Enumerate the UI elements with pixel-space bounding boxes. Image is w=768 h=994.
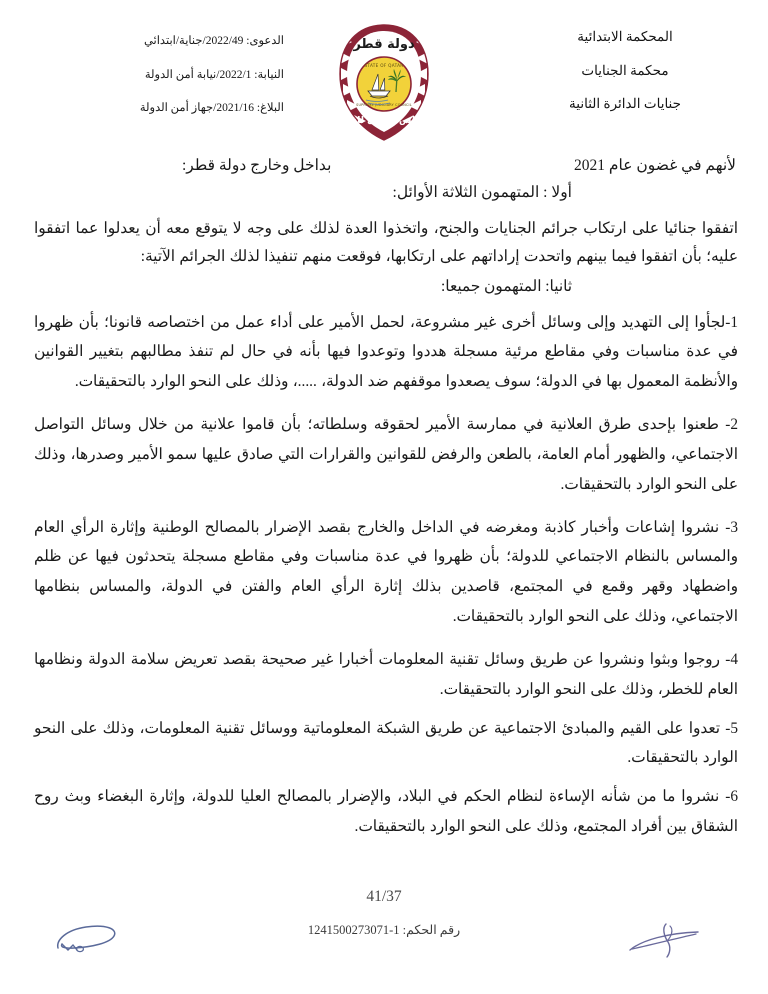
charge-item-4: 4- روجوا وبثوا ونشروا عن طريق وسائل تقنية المعلومات أخبارا غير صحيحة بقصد تعريض سلامة الدولة ونظامها العام للخطر، وذلك على النحو الوارد بالتحقيقات. [34,650,738,698]
document-footer [0,888,768,984]
court-identification-block [510,30,740,111]
svg-text:المجلس الأعلى للقضاء: المجلس الأعلى للقضاء [333,116,435,126]
court-line-primary: المحكمة الابتدائية [577,29,673,44]
case-reference-lawsuit: الدعوى: 2022/49/جناية/ابتدائي [143,35,284,47]
section-one-paragraph: اتفقوا جنائيا على ارتكاب جرائم الجنايات والجنح، واتخذوا العدة لذلك على وجه لا يتوقع معه أن يعدلوا عما اتفقوا عليه؛ بأن اتفقوا فيما بينهم واتحدت إراداتهم على ارتكابها، فوقعت منهم تنفيذا لذلك الجرائم الآتية: [34,220,738,266]
charge-item-6: 6- نشروا ما من شأنه الإساءة لنظام الحكم في البلاد، والإضرار بالمصالح العليا للدولة، وإثارة البغضاء وبث روح الشقاق بين أفراد المجتمع، وذلك على النحو الوارد بالتحقيقات. [34,788,738,836]
court-line-circuit: جنايات الدائرة الثانية [569,96,681,111]
qatar-judiciary-emblem-icon [332,22,436,144]
signature-right [620,920,716,966]
document-header [0,22,768,147]
svg-text:STATE OF QATAR: STATE OF QATAR [364,63,404,68]
charge-item-3: 3- نشروا إشاعات وأخبار كاذبة ومغرضه في الداخل والخارج بقصد الإضرار بالمصالح الوطنية وإثارة الرأي العام والمساس بالنظام الاجتماعي للدولة؛ بأن ظهروا في عدة مناسبات وفي مقاطع مسجلة يتحدثون فيها عن ظلم واضطهاد وقهر وقمع في المجتمع، قاصدين بذلك إثارة الرأي العام والفتن في الدولة، والمساس بنظامها الاجتماعي، وذلك على النحو الوارد بالتحقيقات. [34,518,738,626]
lead-line [34,156,738,175]
case-reference-block [34,36,284,115]
section-two-heading: ثانيا: المتهمون جميعا: [441,277,572,295]
svg-text:SUPREME JUDICIARY COUNCIL: SUPREME JUDICIARY COUNCIL [356,103,412,107]
signature-left [44,920,154,966]
lead-segment-year: لأنهم في غضون عام 2021 [574,157,736,174]
document-body [34,156,738,855]
case-reference-report: البلاغ: 2021/16/جهاز أمن الدولة [139,102,284,114]
charge-item-2: 2- طعنوا بإحدى طرق العلانية في ممارسة الأمير لحقوقه وسلطاته؛ بأن قاموا علانية من خلال وسائل التواصل الاجتماعي، والظهور أمام العامة، بالطعن والرفض للقوانين والقرارات التي صادق عليها سمو الأمير وصدرها، وذلك على النحو الوارد بالتحقيقات. [34,416,738,493]
judgment-number: رقم الحكم: 1-1241500273071 [307,923,461,937]
svg-text:دولة قطر: دولة قطر [353,37,415,52]
lead-segment-location: بداخل وخارج دولة قطر: [182,157,332,174]
charge-item-1: 1-لجأوا إلى التهديد وإلى وسائل أخرى غير مشروعة، لحمل الأمير على أداء عمل من اختصاصه قانونا؛ بأن ظهروا في عدة مناسبات وفي مقاطع مرئية مسجلة هددوا وتوعدوا فيها بأنه في حال لم تنفذ مطالبهم بتغيير القوانين والأنظمة المعمول بها في الدولة؛ سوف يصعدوا موقفهم ضد الدولة، .....، وذلك على النحو الوارد بالتحقيقات. [34,313,738,391]
court-line-secondary: محكمة الجنايات [581,62,669,78]
case-reference-prosecution: النيابة: 2022/1/نيابة أمن الدولة [144,68,284,81]
section-one-heading: أولا : المتهمون الثلاثة الأوائل: [392,184,572,201]
page-number: 41/37 [366,888,402,905]
charge-item-5: 5- تعدوا على القيم والمبادئ الاجتماعية عن طريق الشبكة المعلوماتية ووسائل تقنية المعلومات، وذلك على النحو الوارد بالتحقيقات. [34,719,738,767]
